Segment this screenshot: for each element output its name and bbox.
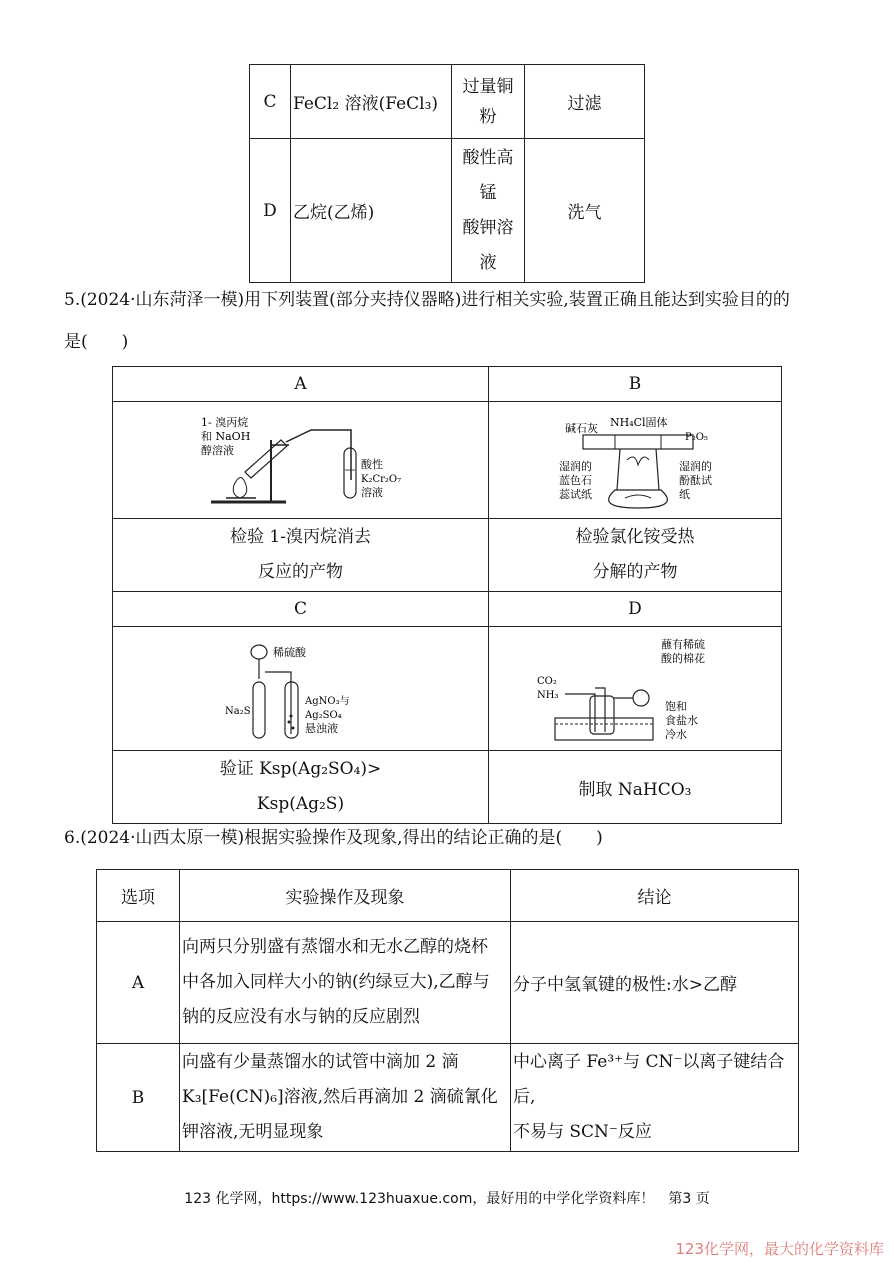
apparatus-c-figure: [201, 634, 401, 744]
label-b7: 湿润的: [679, 460, 712, 473]
desc-line: 检验氯化铵受热: [575, 527, 695, 547]
reagent-line: 锰: [479, 182, 497, 203]
concl-line: 中心离子 Fe³⁺与 CN⁻以离子键结合后,: [513, 1052, 785, 1107]
label-c4: Ag₂SO₄: [304, 709, 342, 721]
q5-stem-line1: 5.(2024·山东菏泽一模)用下列装置(部分夹持仪器略)进行相关实验,装置正确且能达到实验目的的: [64, 290, 790, 310]
header-option: 选项: [97, 870, 180, 922]
q5-options-table: [112, 366, 782, 824]
method-cell: 过滤: [525, 65, 645, 139]
table-row: [113, 751, 782, 824]
label-c5: 悬浊液: [304, 721, 338, 735]
table-row: [97, 1044, 799, 1152]
row-label: B: [97, 1044, 180, 1152]
figure-c-cell: [113, 627, 489, 751]
option-label: A: [113, 367, 489, 402]
figure-b-cell: [489, 402, 782, 519]
op-line: 钠的反应没有水与钠的反应剧烈: [182, 1007, 420, 1027]
label-a5: K₂Cr₂O₇: [360, 474, 401, 485]
reagent-cell: [452, 65, 525, 139]
row-label: A: [97, 922, 180, 1044]
op-line: 中各加入同样大小的钠(约绿豆大),乙醇与: [182, 972, 490, 992]
header-operation: 实验操作及现象: [180, 870, 511, 922]
label-c1: 稀硫酸: [272, 645, 306, 659]
operation-cell: [180, 1044, 511, 1152]
label-d6: 食盐水: [665, 713, 698, 727]
label-b8: 酚酞试: [679, 474, 712, 487]
table-row: [97, 922, 799, 1044]
label-b6: 蕊试纸: [559, 488, 592, 501]
substance-cell: 乙烷(乙烯): [291, 139, 452, 283]
label-b5: 蓝色石: [559, 474, 592, 487]
label-d1: 蘸有稀硫: [661, 637, 705, 651]
row-label: D: [250, 139, 291, 283]
label-a6: 溶液: [360, 486, 383, 499]
table-row: [113, 519, 782, 592]
header-conclusion: 结论: [511, 870, 799, 922]
op-line: K₃[Fe(CN)₆]溶液,然后再滴加 2 滴硫氰化: [182, 1087, 498, 1107]
desc-line: 检验 1-溴丙烷消去: [230, 527, 371, 547]
page-footer: 123 化学网，https://www.123huaxue.com，最好用的中学化学资料库！ 第3 页: [184, 1191, 710, 1207]
brand-watermark: 123化学网，最大的化学资料库: [675, 1240, 884, 1258]
operation-cell: [180, 922, 511, 1044]
op-line: 钾溶液,无明显现象: [182, 1122, 324, 1142]
label-b2: 碱石灰: [565, 422, 598, 435]
label-b1: NH₄Cl固体: [610, 416, 668, 429]
conclusion-cell: [511, 1044, 799, 1152]
table-row: [113, 367, 782, 402]
desc-line: 反应的产物: [258, 562, 343, 582]
apparatus-b-figure: [535, 410, 735, 510]
op-line: 向盛有少量蒸馏水的试管中滴加 2 滴: [182, 1052, 459, 1072]
label-c2: Na₂S: [224, 705, 251, 717]
reagent-cell: [452, 139, 525, 283]
label-a1: 1- 溴丙烷: [200, 416, 248, 429]
label-a3: 醇溶液: [200, 444, 234, 457]
q6-table: [96, 869, 799, 1152]
op-line: 向两只分别盛有蒸馏水和无水乙醇的烧杯: [182, 937, 488, 957]
label-a4: 酸性: [360, 458, 383, 471]
table-row: [250, 139, 645, 283]
table-row: [113, 627, 782, 751]
option-label: D: [489, 592, 782, 627]
label-c3: AgNO₃与: [304, 695, 350, 707]
reagent-line: 粉: [479, 106, 497, 127]
label-b4: 湿润的: [559, 460, 592, 473]
separation-table: [249, 64, 645, 283]
label-d4: NH₃: [537, 689, 559, 701]
option-label: B: [489, 367, 782, 402]
substance-cell: FeCl₂ 溶液(FeCl₃): [291, 65, 452, 139]
label-b3: P₂O₅: [685, 432, 708, 443]
option-c-desc: [113, 751, 489, 824]
label-d3: CO₂: [537, 675, 557, 687]
q6-stem: 6.(2024·山西太原一模)根据实验操作及现象,得出的结论正确的是( ): [64, 828, 603, 848]
table-row: [113, 402, 782, 519]
q5-stem-line2: 是( ): [64, 332, 129, 352]
table-header: [97, 870, 799, 922]
desc-line: 验证 Ksp(Ag₂SO₄)>: [219, 759, 382, 779]
method-cell: 洗气: [525, 139, 645, 283]
figure-d-cell: [489, 627, 782, 751]
desc-line: 分解的产物: [592, 562, 678, 582]
option-a-desc: [113, 519, 489, 592]
label-d5: 饱和: [665, 699, 687, 713]
figure-a-cell: [113, 402, 489, 519]
reagent-line: 酸钾溶: [462, 217, 514, 238]
label-d2: 酸的棉花: [661, 651, 705, 665]
label-b9: 纸: [679, 488, 690, 501]
concl-line: 不易与 SCN⁻反应: [513, 1122, 652, 1142]
conclusion-cell: 分子中氢氧键的极性:水>乙醇: [511, 922, 799, 1044]
row-label: C: [250, 65, 291, 139]
label-d7: 冷水: [665, 727, 687, 741]
option-b-desc: [489, 519, 782, 592]
reagent-line: 液: [479, 252, 497, 273]
option-label: C: [113, 592, 489, 627]
label-a2: 和 NaOH: [200, 430, 250, 443]
reagent-line: 酸性高: [462, 147, 514, 168]
apparatus-d-figure: [535, 634, 735, 744]
reagent-line: 过量铜: [462, 76, 514, 97]
option-d-desc: 制取 NaHCO₃: [489, 751, 782, 824]
desc-line: Ksp(Ag₂S): [256, 794, 345, 814]
table-row: [113, 592, 782, 627]
apparatus-a-figure: [201, 410, 401, 510]
table-row: [250, 65, 645, 139]
